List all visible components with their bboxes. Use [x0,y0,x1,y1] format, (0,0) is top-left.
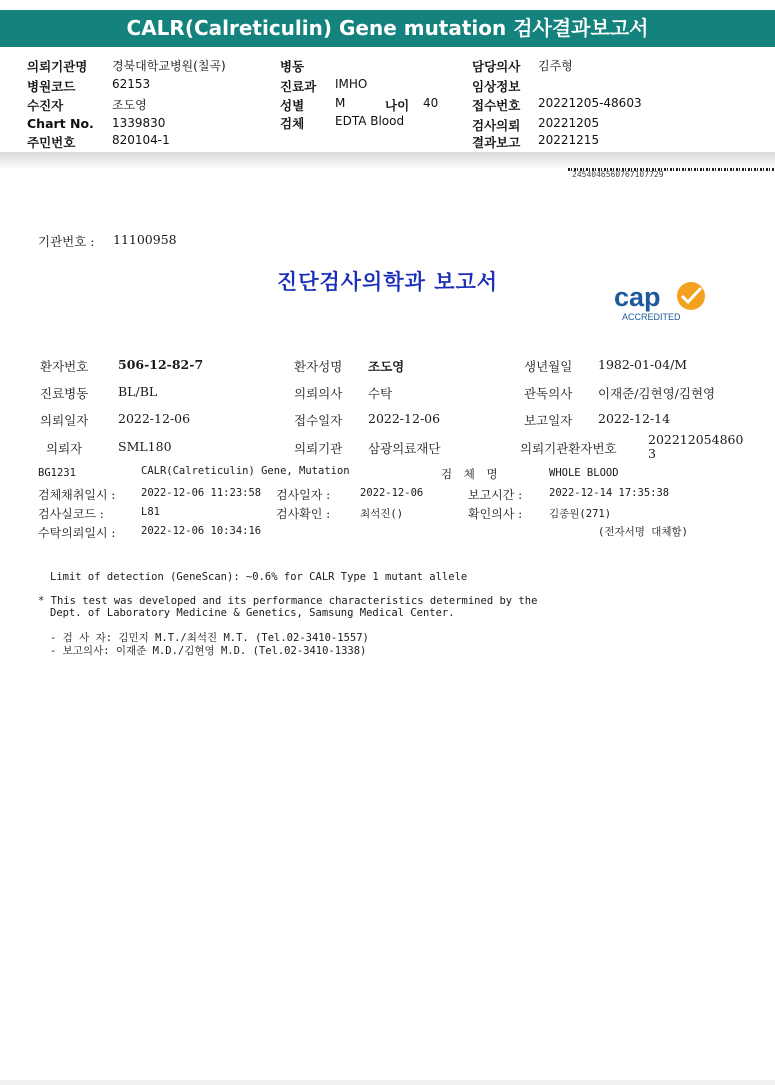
confirm-label: 검사확인 : [276,507,331,521]
resident-value: 820104-1 [112,133,170,147]
test-date-label: 검사일자 : [276,488,331,502]
age-label: 나이 [385,98,410,113]
chart-label: Chart No. [27,116,94,131]
clinical-label: 임상정보 [472,79,521,94]
barcode-text: 2454046560767107729 [572,170,664,179]
patient-name-label: 환자성명 [294,359,343,374]
received-value: 2022-12-06 10:34:16 [141,525,262,537]
req-doc-value: 수탁 [368,386,393,401]
dept-label: 진료과 [280,79,317,94]
report-title: 진단검사의학과 보고서 [276,270,499,294]
test-code: BG1231 [38,467,76,479]
dob-value: 1982-01-04/M [598,357,688,372]
doctor-label: 담당의사 [472,59,521,74]
test-specimen-value: WHOLE BLOOD [549,467,619,479]
verifier-label: 확인의사 : [468,507,523,521]
test-name: CALR(Calreticulin) Gene, Mutation [141,465,350,477]
confirm-value: 최석진() [360,508,404,520]
dept-value: IMHO [335,77,368,91]
requester-label: 의뢰자 [46,441,83,456]
agency-no-label: 기관번호 : [38,234,95,249]
age-value: 40 [423,96,439,110]
room-value: L81 [141,506,160,518]
collect-value: 2022-12-06 11:23:58 [141,487,262,499]
room-label: 검사실코드 : [38,507,104,521]
recv-date-label: 접수일자 [294,413,343,428]
patient-label: 수진자 [27,98,64,113]
cap-accredited-logo [612,276,717,326]
staff-line-1: - 검 사 자: 김민지 M.T./최석진 M.T. (Tel.02-3410-1557) [50,632,369,644]
dob-label: 생년월일 [524,359,573,374]
test-specimen-label: 검 체 명 [441,467,502,481]
req-inst-value: 삼광의료재단 [368,441,441,456]
chart-value: 1339830 [112,116,166,130]
request-value: 20221205 [538,116,600,130]
req-inst-label: 의뢰기관 [294,441,343,456]
cap-accredited-text: ACCREDITED [622,312,681,322]
esign-note: (전자서명 대체함) [598,526,688,538]
header-title: CALR(Calreticulin) Gene mutation 검사결과보고서 [0,10,775,47]
limit-note: Limit of detection (GeneScan): ~0.6% for CALR Type 1 mutant allele [50,571,468,583]
result-value: 20221215 [538,133,600,147]
patient-no-value: 506-12-82-7 [118,357,204,372]
observer-value: 이재준/김현영/김현영 [598,386,716,401]
receipt-value: 20221205-48603 [538,96,642,110]
institution-label: 의뢰기관명 [27,59,88,74]
recv-date-value: 2022-12-06 [368,411,441,426]
req-date-value: 2022-12-06 [118,411,191,426]
collect-label: 검체채취일시 : [38,488,116,502]
result-label: 결과보고 [472,135,521,150]
specimen-value: EDTA Blood [335,114,405,128]
report-date-value: 2022-12-14 [598,411,671,426]
institution-value: 경북대학교병원(칠곡) [112,59,226,73]
dev-note-2: Dept. of Laboratory Medicine & Genetics, Samsung Medical Center. [50,607,455,619]
cap-logo-text: cap [614,282,661,312]
ward-row-value: BL/BL [118,384,158,399]
req-doc-label: 의뢰의사 [294,386,343,401]
request-label: 검사의뢰 [472,118,521,133]
requester-value: SML180 [118,439,172,454]
resident-label: 주민번호 [27,135,76,150]
test-date-value: 2022-12-06 [360,487,424,499]
sex-label: 성별 [280,98,305,113]
verifier-value: 김종원(271) [549,508,612,520]
ward-label: 병동 [280,59,305,74]
report-date-label: 보고일자 [524,413,573,428]
inst-patient-no-label: 의뢰기관환자번호 [520,441,617,456]
observer-label: 관독의사 [524,386,573,401]
report-time-label: 보고시간 : [468,488,523,502]
received-label: 수탁의뢰일시 : [38,526,116,540]
patient-no-label: 환자번호 [40,359,89,374]
report-time-value: 2022-12-14 17:35:38 [549,487,670,499]
patient-value: 조도영 [112,98,147,112]
sex-value: M [335,96,346,110]
hospital-code-label: 병원코드 [27,79,76,94]
ward-row-label: 진료병동 [40,386,89,401]
hospital-code-value: 62153 [112,77,151,91]
inst-patient-no-value-1: 202212054860 [648,432,744,447]
doctor-value: 김주형 [538,59,573,73]
staff-line-2: - 보고의사: 이재준 M.D./김현영 M.D. (Tel.02-3410-1338) [50,645,367,657]
patient-name-value: 조도영 [368,359,405,374]
agency-no-value: 11100958 [113,232,177,247]
req-date-label: 의뢰일자 [40,413,89,428]
receipt-label: 접수번호 [472,98,521,113]
specimen-label: 검체 [280,116,305,131]
inst-patient-no-value-2: 3 [648,446,656,461]
dev-note-1: * This test was developed and its performance characteristics determined by the [38,595,538,607]
